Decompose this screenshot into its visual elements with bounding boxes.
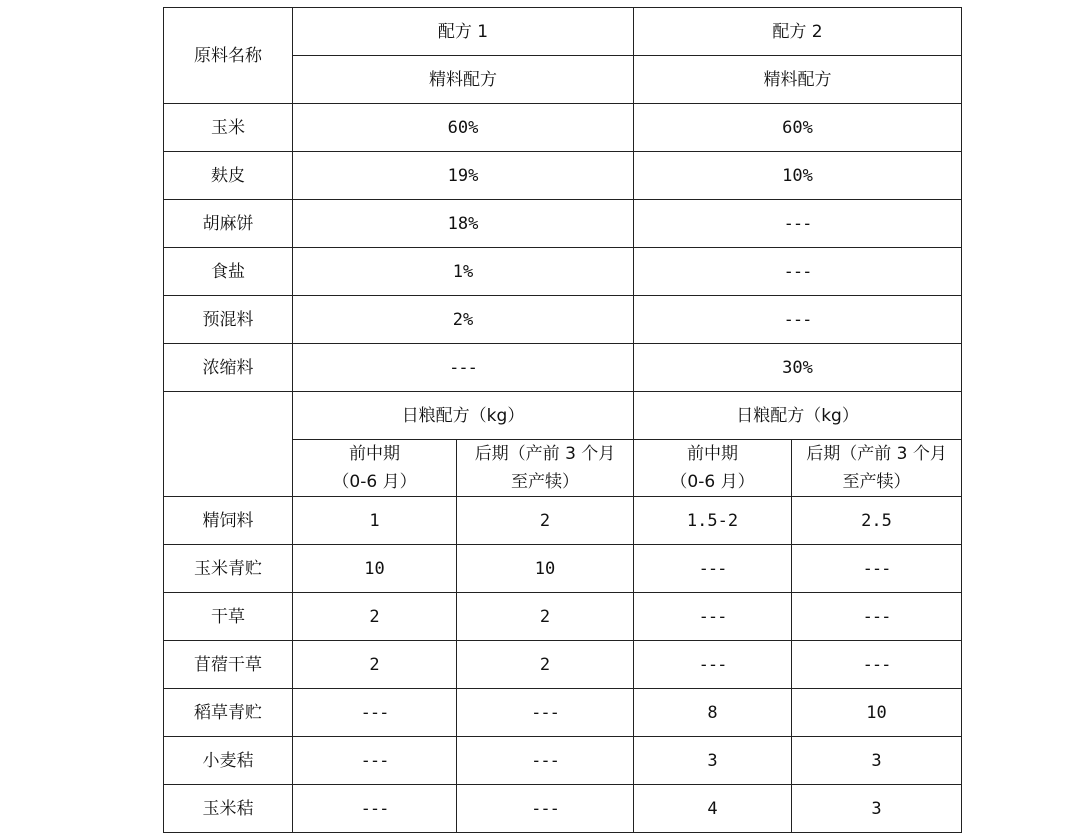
- early1-value: ---: [293, 737, 457, 785]
- early2-value: 3: [634, 737, 792, 785]
- early2-value: 1.5-2: [634, 497, 792, 545]
- early1-value: ---: [293, 785, 457, 833]
- formula1-header: 配方 1: [293, 8, 634, 56]
- late2-value: ---: [792, 593, 962, 641]
- early2-value: ---: [634, 641, 792, 689]
- period-line: 后期（产前 3 个月: [474, 444, 616, 464]
- table-row: [164, 545, 962, 593]
- name-column-header: 原料名称: [164, 8, 293, 104]
- formula1-value: 60%: [293, 104, 634, 152]
- early2-value: 8: [634, 689, 792, 737]
- concentrate1-header: 精料配方: [293, 56, 634, 104]
- late2-value: 10: [792, 689, 962, 737]
- table-row: [164, 200, 962, 248]
- early2-value: 4: [634, 785, 792, 833]
- daily1-header: 日粮配方（kg）: [293, 392, 634, 440]
- period-line: 后期（产前 3 个月: [806, 444, 947, 464]
- formula2-value: 10%: [634, 152, 962, 200]
- feed-name: 小麦秸: [164, 737, 293, 785]
- feed-name: 玉米青贮: [164, 545, 293, 593]
- ingredient-name: 胡麻饼: [164, 200, 293, 248]
- table-row: [164, 785, 962, 833]
- feed-name: 稻草青贮: [164, 689, 293, 737]
- period-line: 前中期: [687, 444, 739, 464]
- late1-value: ---: [457, 785, 634, 833]
- formula1-value: 2%: [293, 296, 634, 344]
- table-row: [164, 152, 962, 200]
- formula2-value: ---: [634, 248, 962, 296]
- table-row: [164, 641, 962, 689]
- daily-name-header: [164, 392, 293, 497]
- formula2-header: 配方 2: [634, 8, 962, 56]
- ingredient-name: 麸皮: [164, 152, 293, 200]
- concentrate2-header: 精料配方: [634, 56, 962, 104]
- formula2-value: 30%: [634, 344, 962, 392]
- table-row: [164, 344, 962, 392]
- ingredient-name: 预混料: [164, 296, 293, 344]
- period-line: 前中期: [349, 444, 400, 464]
- table-row: [164, 497, 962, 545]
- daily-header-row: [164, 392, 962, 440]
- feed-name: 玉米秸: [164, 785, 293, 833]
- formula1-value: ---: [293, 344, 634, 392]
- late2-value: ---: [792, 545, 962, 593]
- early2-value: ---: [634, 545, 792, 593]
- early1-value: ---: [293, 689, 457, 737]
- formula2-value: 60%: [634, 104, 962, 152]
- late2-value: 3: [792, 737, 962, 785]
- ingredient-name: 食盐: [164, 248, 293, 296]
- table-row: [164, 593, 962, 641]
- period-line: （0-6 月）: [670, 472, 755, 492]
- daily2-header: 日粮配方（kg）: [634, 392, 962, 440]
- feed-name: 苜蓿干草: [164, 641, 293, 689]
- feed-name: 精饲料: [164, 497, 293, 545]
- table-row: [164, 248, 962, 296]
- late1-value: 2: [457, 641, 634, 689]
- table-row: [164, 737, 962, 785]
- formula1-value: 18%: [293, 200, 634, 248]
- table-row: [164, 689, 962, 737]
- formula2-value: ---: [634, 200, 962, 248]
- early1-value: 2: [293, 593, 457, 641]
- early-period2-header: [634, 440, 792, 497]
- early1-value: 10: [293, 545, 457, 593]
- early1-value: 1: [293, 497, 457, 545]
- ingredient-name: 玉米: [164, 104, 293, 152]
- period-line: 至产犊）: [511, 472, 579, 492]
- period-line: 至产犊）: [842, 472, 911, 492]
- late2-value: 3: [792, 785, 962, 833]
- feed-formula-table: [163, 7, 962, 833]
- late2-value: 2.5: [792, 497, 962, 545]
- early2-value: ---: [634, 593, 792, 641]
- clipped-caption: [380, 0, 680, 4]
- late1-value: ---: [457, 737, 634, 785]
- header-row: [164, 8, 962, 56]
- late1-value: ---: [457, 689, 634, 737]
- formula1-value: 1%: [293, 248, 634, 296]
- early1-value: 2: [293, 641, 457, 689]
- feed-name: 干草: [164, 593, 293, 641]
- late-period2-header: [792, 440, 962, 497]
- table-row: [164, 104, 962, 152]
- ingredient-name: 浓缩料: [164, 344, 293, 392]
- late1-value: 2: [457, 593, 634, 641]
- period-line: （0-6 月）: [332, 472, 417, 492]
- late1-value: 2: [457, 497, 634, 545]
- late2-value: ---: [792, 641, 962, 689]
- table-row: [164, 296, 962, 344]
- late1-value: 10: [457, 545, 634, 593]
- early-period1-header: [293, 440, 457, 497]
- late-period1-header: [457, 440, 634, 497]
- formula2-value: ---: [634, 296, 962, 344]
- formula1-value: 19%: [293, 152, 634, 200]
